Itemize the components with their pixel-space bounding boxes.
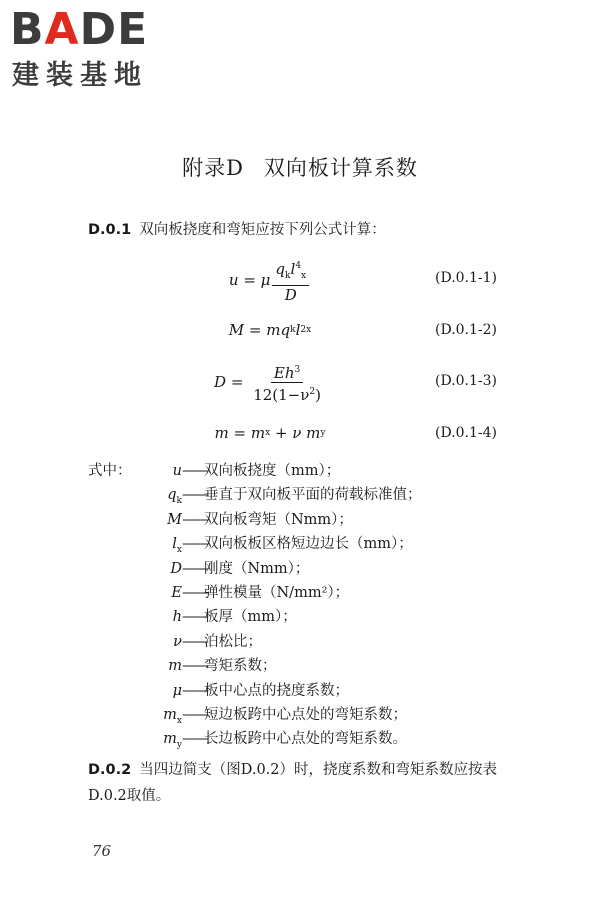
formula-moment: M = mq k l 2 x	[228, 321, 312, 339]
definition-item: h —— 板厚（mm）；	[172, 609, 297, 626]
formula-stiffness: D = $\frac{Eh^3}{12(1-\nu^2)}$	[200, 360, 340, 404]
definition-item: D —— 刚度（Nmm）；	[170, 560, 310, 577]
formula-coefficient: m = m x + ν m y	[214, 424, 326, 442]
clause-text: 双向板挠度和弯矩应按下列公式计算：	[139, 222, 386, 238]
definition-item: $l_x$ —— 双向板板区格短边边长（mm）；	[172, 536, 413, 556]
definition-item: $m_y$ —— 长边板跨中心点处的弯矩系数。	[163, 731, 407, 751]
equation-number: (D.0.1-4)	[435, 425, 498, 441]
definition-item: $m_x$ —— 短边板跨中心点处的弯矩系数；	[163, 706, 407, 726]
where-label: 式中：	[88, 463, 132, 479]
definition-item: E —— 弹性模量（N/mm²）；	[171, 584, 350, 601]
formula-deflection: u = μ $\frac{q_kl^4_x}{D}$	[200, 258, 340, 302]
bade-logo	[10, 4, 180, 96]
logo-wordmark: BADE	[10, 4, 149, 55]
clause-number: D.0.1	[88, 222, 132, 238]
equation-number: (D.0.1-3)	[435, 373, 498, 389]
equation-number: (D.0.1-2)	[435, 322, 498, 338]
clause-number: D.0.2	[88, 762, 132, 778]
clause-text: 当四边简支（图D.0.2）时，挠度系数和弯矩系数应按表D.0.2取值。	[88, 762, 498, 804]
clause-d02	[88, 757, 528, 809]
appendix-label: 附录D	[182, 156, 244, 180]
appendix-heading	[0, 152, 600, 182]
definition-item: M —— 双向板弯矩（Nmm）；	[167, 511, 353, 528]
clause-d01	[88, 217, 386, 243]
definition-item: u —— 双向板挠度（mm）；	[172, 463, 341, 479]
definition-item: μ —— 板中心点的挠度系数；	[172, 682, 349, 699]
symbol-definitions	[130, 460, 470, 753]
page-number: 76	[92, 842, 112, 860]
definition-item: ν —— 泊松比；	[173, 633, 262, 650]
appendix-title: 双向板计算系数	[263, 156, 418, 180]
definition-item: $q_k$ —— 垂直于双向板平面的荷载标准值；	[167, 487, 422, 507]
equation-number: (D.0.1-1)	[435, 270, 498, 286]
definition-item: m —— 弯矩系数；	[168, 658, 277, 675]
logo-subtitle: 建装基地	[12, 60, 148, 91]
